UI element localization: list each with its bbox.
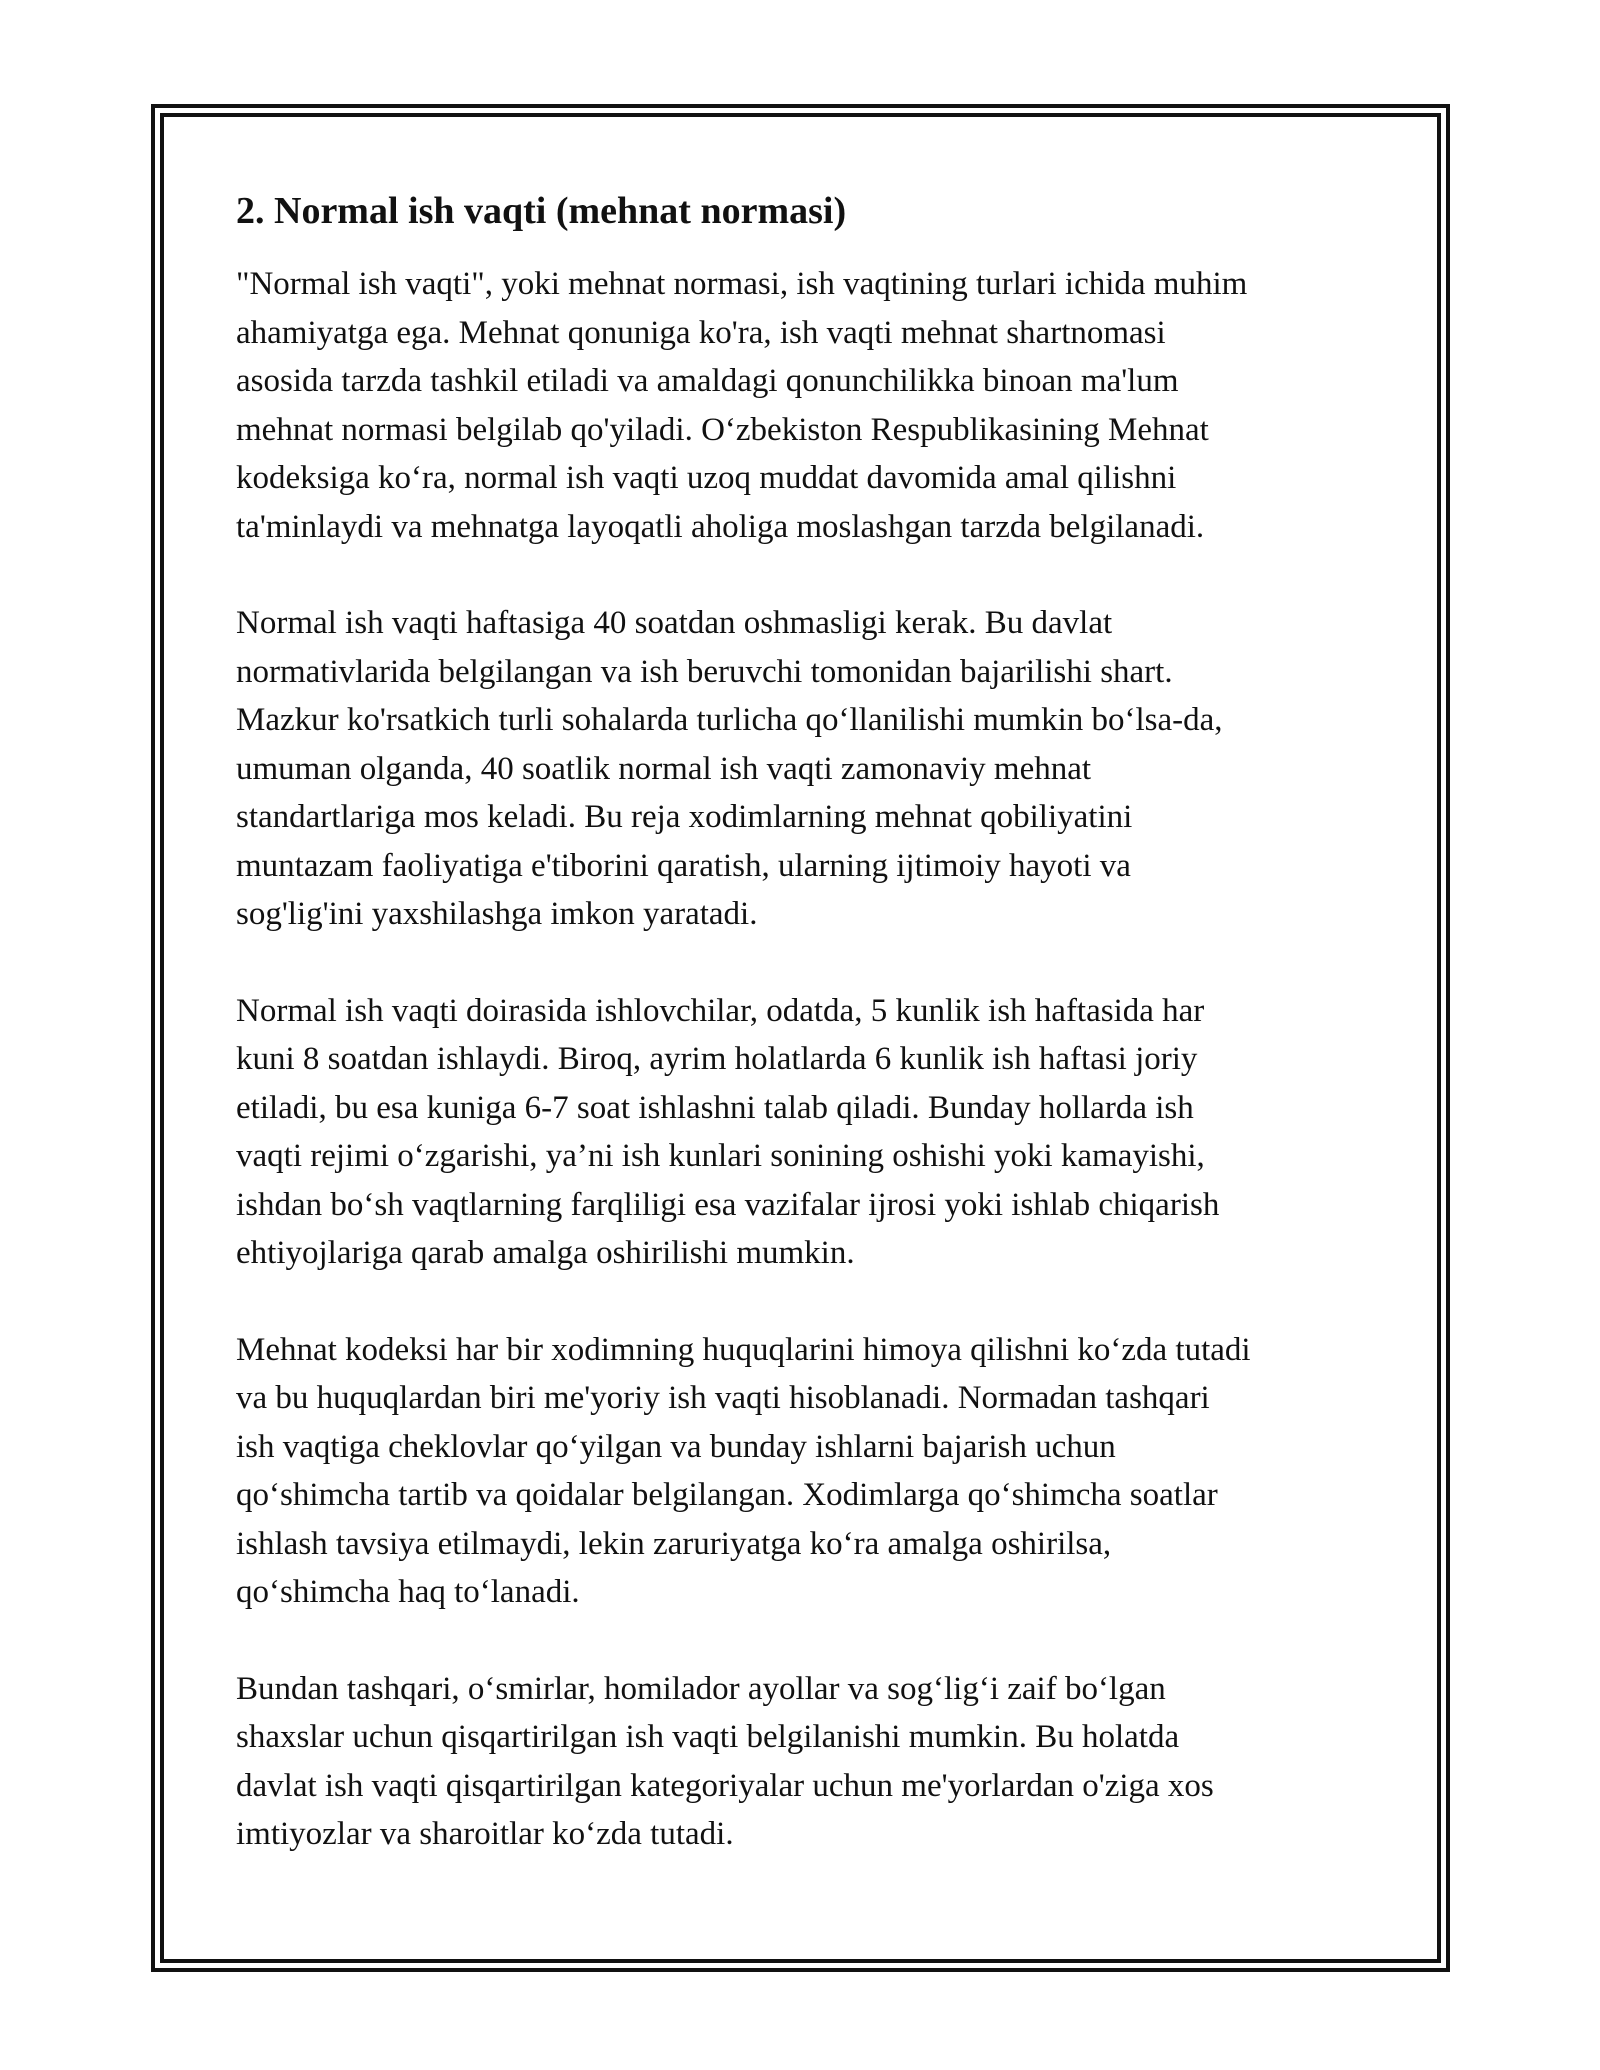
paragraph-1: "Normal ish vaqti", yoki mehnat normasi, ish vaqtining turlari ichida muhim ahamiyatga ega. Mehnat qonuniga ko'ra, ish vaqti mehnat shartnomasi asosida tarzda tashkil etiladi va amaldagi qonunchilikka binoan ma'lum mehnat normasi belgilab qo'yiladi. O‘zbekiston Respublikasining Mehnat kodeksiga ko‘ra, normal ish vaqti uzoq muddat davomida amal qilishni ta'minlaydi va mehnatga layoqatli aholiga moslashgan tarzda belgilanadi. xyxy=(236,266,1248,545)
document-body xyxy=(236,186,1376,1907)
paragraph-2: Normal ish vaqti haftasiga 40 soatdan oshmasligi kerak. Bu davlat normativlarida belgilangan va ish beruvchi tomonidan bajarilishi shart. Mazkur ko'rsatkich turli sohalarda turlicha qo‘llanilishi mumkin bo‘lsa-da, umuman olganda, 40 soatlik normal ish vaqti zamonaviy mehnat standartlariga mos keladi. Bu reja xodimlarning mehnat qobiliyatini muntazam faoliyatiga e'tiborini qaratish, ularning ijtimoiy hayoti va sog'lig'ini yaxshilashga imkon yaratadi. xyxy=(236,605,1223,932)
paragraph-5: Bundan tashqari, o‘smirlar, homilador ayollar va sog‘lig‘i zaif bo‘lgan shaxslar uchun qisqartirilgan ish vaqti belgilanishi mumkin. Bu holatda davlat ish vaqti qisqartirilgan kategoriyalar uchun me'yorlardan o'ziga xos imtiyozlar va sharoitlar ko‘zda tutadi. xyxy=(236,1670,1214,1852)
paragraph-4: Mehnat kodeksi har bir xodimning huquqlarini himoya qilishni ko‘zda tutadi va bu huquqlardan biri me'yoriy ish vaqti hisoblanadi. Normadan tashqari ish vaqtiga cheklovlar qo‘yilgan va bunday ishlarni bajarish uchun qo‘shimcha tartib va qoidalar belgilangan. Xodimlarga qo‘shimcha soatlar ishlash tavsiya etilmaydi, lekin zaruriyatga ko‘ra amalga oshirilsa, qo‘shimcha haq to‘lanadi. xyxy=(236,1331,1251,1610)
paragraph-3: Normal ish vaqti doirasida ishlovchilar, odatda, 5 kunlik ish haftasida har kuni 8 soatdan ishlaydi. Biroq, ayrim holatlarda 6 kunlik ish haftasi joriy etiladi, bu esa kuniga 6-7 soat ishlashni talab qiladi. Bunday hollarda ish vaqti rejimi o‘zgarishi, ya’ni ish kunlari sonining oshishi yoki kamayishi, ishdan bo‘sh vaqtlarning farqliligi esa vazifalar ijrosi yoki ishlab chiqarish ehtiyojlariga qarab amalga oshirilishi mumkin. xyxy=(236,992,1220,1271)
section-heading: 2. Normal ish vaqti (mehnat normasi) xyxy=(236,190,847,232)
